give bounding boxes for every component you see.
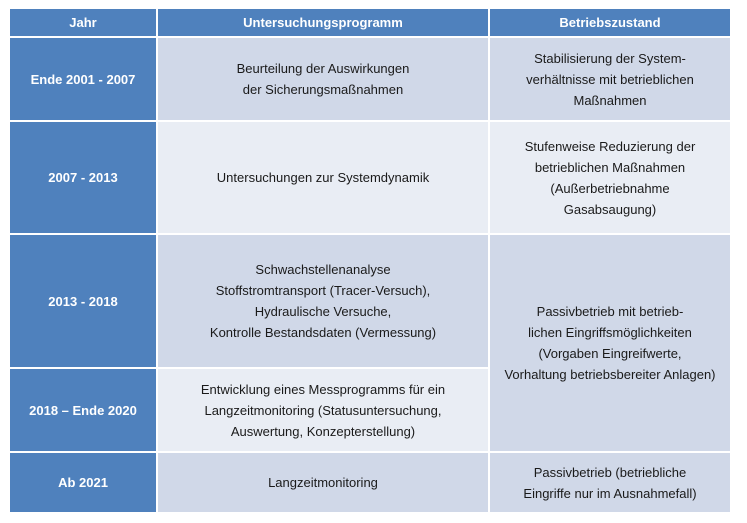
program-cell <box>157 121 489 234</box>
state-line: (Außerbetriebnahme <box>550 180 670 196</box>
program-cell <box>157 452 489 513</box>
program-line: Untersuchungen zur Systemdynamik <box>216 170 430 185</box>
year-cell: Ab 2021 <box>9 452 157 513</box>
state-line: Eingriffe nur im Ausnahmefall) <box>523 485 697 501</box>
program-cell <box>157 37 489 121</box>
table-row <box>9 452 731 513</box>
program-line: Langzeitmonitoring (Statusuntersuchung, <box>204 402 442 418</box>
state-line: Gasabsaugung) <box>563 201 657 217</box>
program-line: Beurteilung der Auswirkungen <box>236 61 410 76</box>
state-cell <box>489 37 731 121</box>
header-year: Jahr <box>9 8 157 37</box>
year-cell: 2013 - 2018 <box>9 234 157 368</box>
state-line: Passivbetrieb (betriebliche <box>533 464 687 480</box>
state-line: Passivbetrieb mit betrieb- <box>536 304 684 319</box>
program-line: Auswertung, Konzepterstellung) <box>230 423 416 439</box>
program-line: Kontrolle Bestandsdaten (Vermessung) <box>209 325 437 340</box>
header-program: Untersuchungsprogramm <box>157 8 489 37</box>
program-line: Entwicklung eines Messprogramms für ein <box>200 381 446 397</box>
state-line: verhältnisse mit betrieblichen <box>526 71 694 87</box>
program-line: Schwachstellenanalyse <box>255 262 391 277</box>
state-line: (Vorgaben Eingreifwerte, <box>538 346 682 361</box>
program-cell <box>157 234 489 368</box>
year-cell: 2007 - 2013 <box>9 121 157 234</box>
program-line: Hydraulische Versuche, <box>254 304 392 319</box>
program-line: Langzeitmonitoring <box>268 475 378 490</box>
state-line: lichen Eingriffsmöglichkeiten <box>528 325 692 340</box>
state-line: Vorhaltung betriebsbereiter Anlagen) <box>504 367 716 382</box>
schedule-table <box>8 7 732 514</box>
schedule-table-wrapper <box>8 7 730 512</box>
table-row <box>9 121 731 234</box>
state-line: Stabilisierung der System- <box>534 50 686 66</box>
state-cell <box>489 121 731 234</box>
state-cell <box>489 452 731 513</box>
year-cell: Ende 2001 - 2007 <box>9 37 157 121</box>
year-cell: 2018 – Ende 2020 <box>9 368 157 452</box>
state-line: Stufenweise Reduzierung der <box>524 138 696 154</box>
header-row <box>9 8 731 37</box>
program-line: der Sicherungsmaßnahmen <box>242 82 404 97</box>
program-line: Stoffstromtransport (Tracer-Versuch), <box>215 283 431 298</box>
program-cell <box>157 368 489 452</box>
table-row <box>9 37 731 121</box>
state-line: Maßnahmen <box>573 92 647 108</box>
state-cell-merged <box>489 234 731 452</box>
table-row <box>9 234 731 368</box>
state-line: betrieblichen Maßnahmen <box>534 159 686 175</box>
header-state: Betriebszustand <box>489 8 731 37</box>
